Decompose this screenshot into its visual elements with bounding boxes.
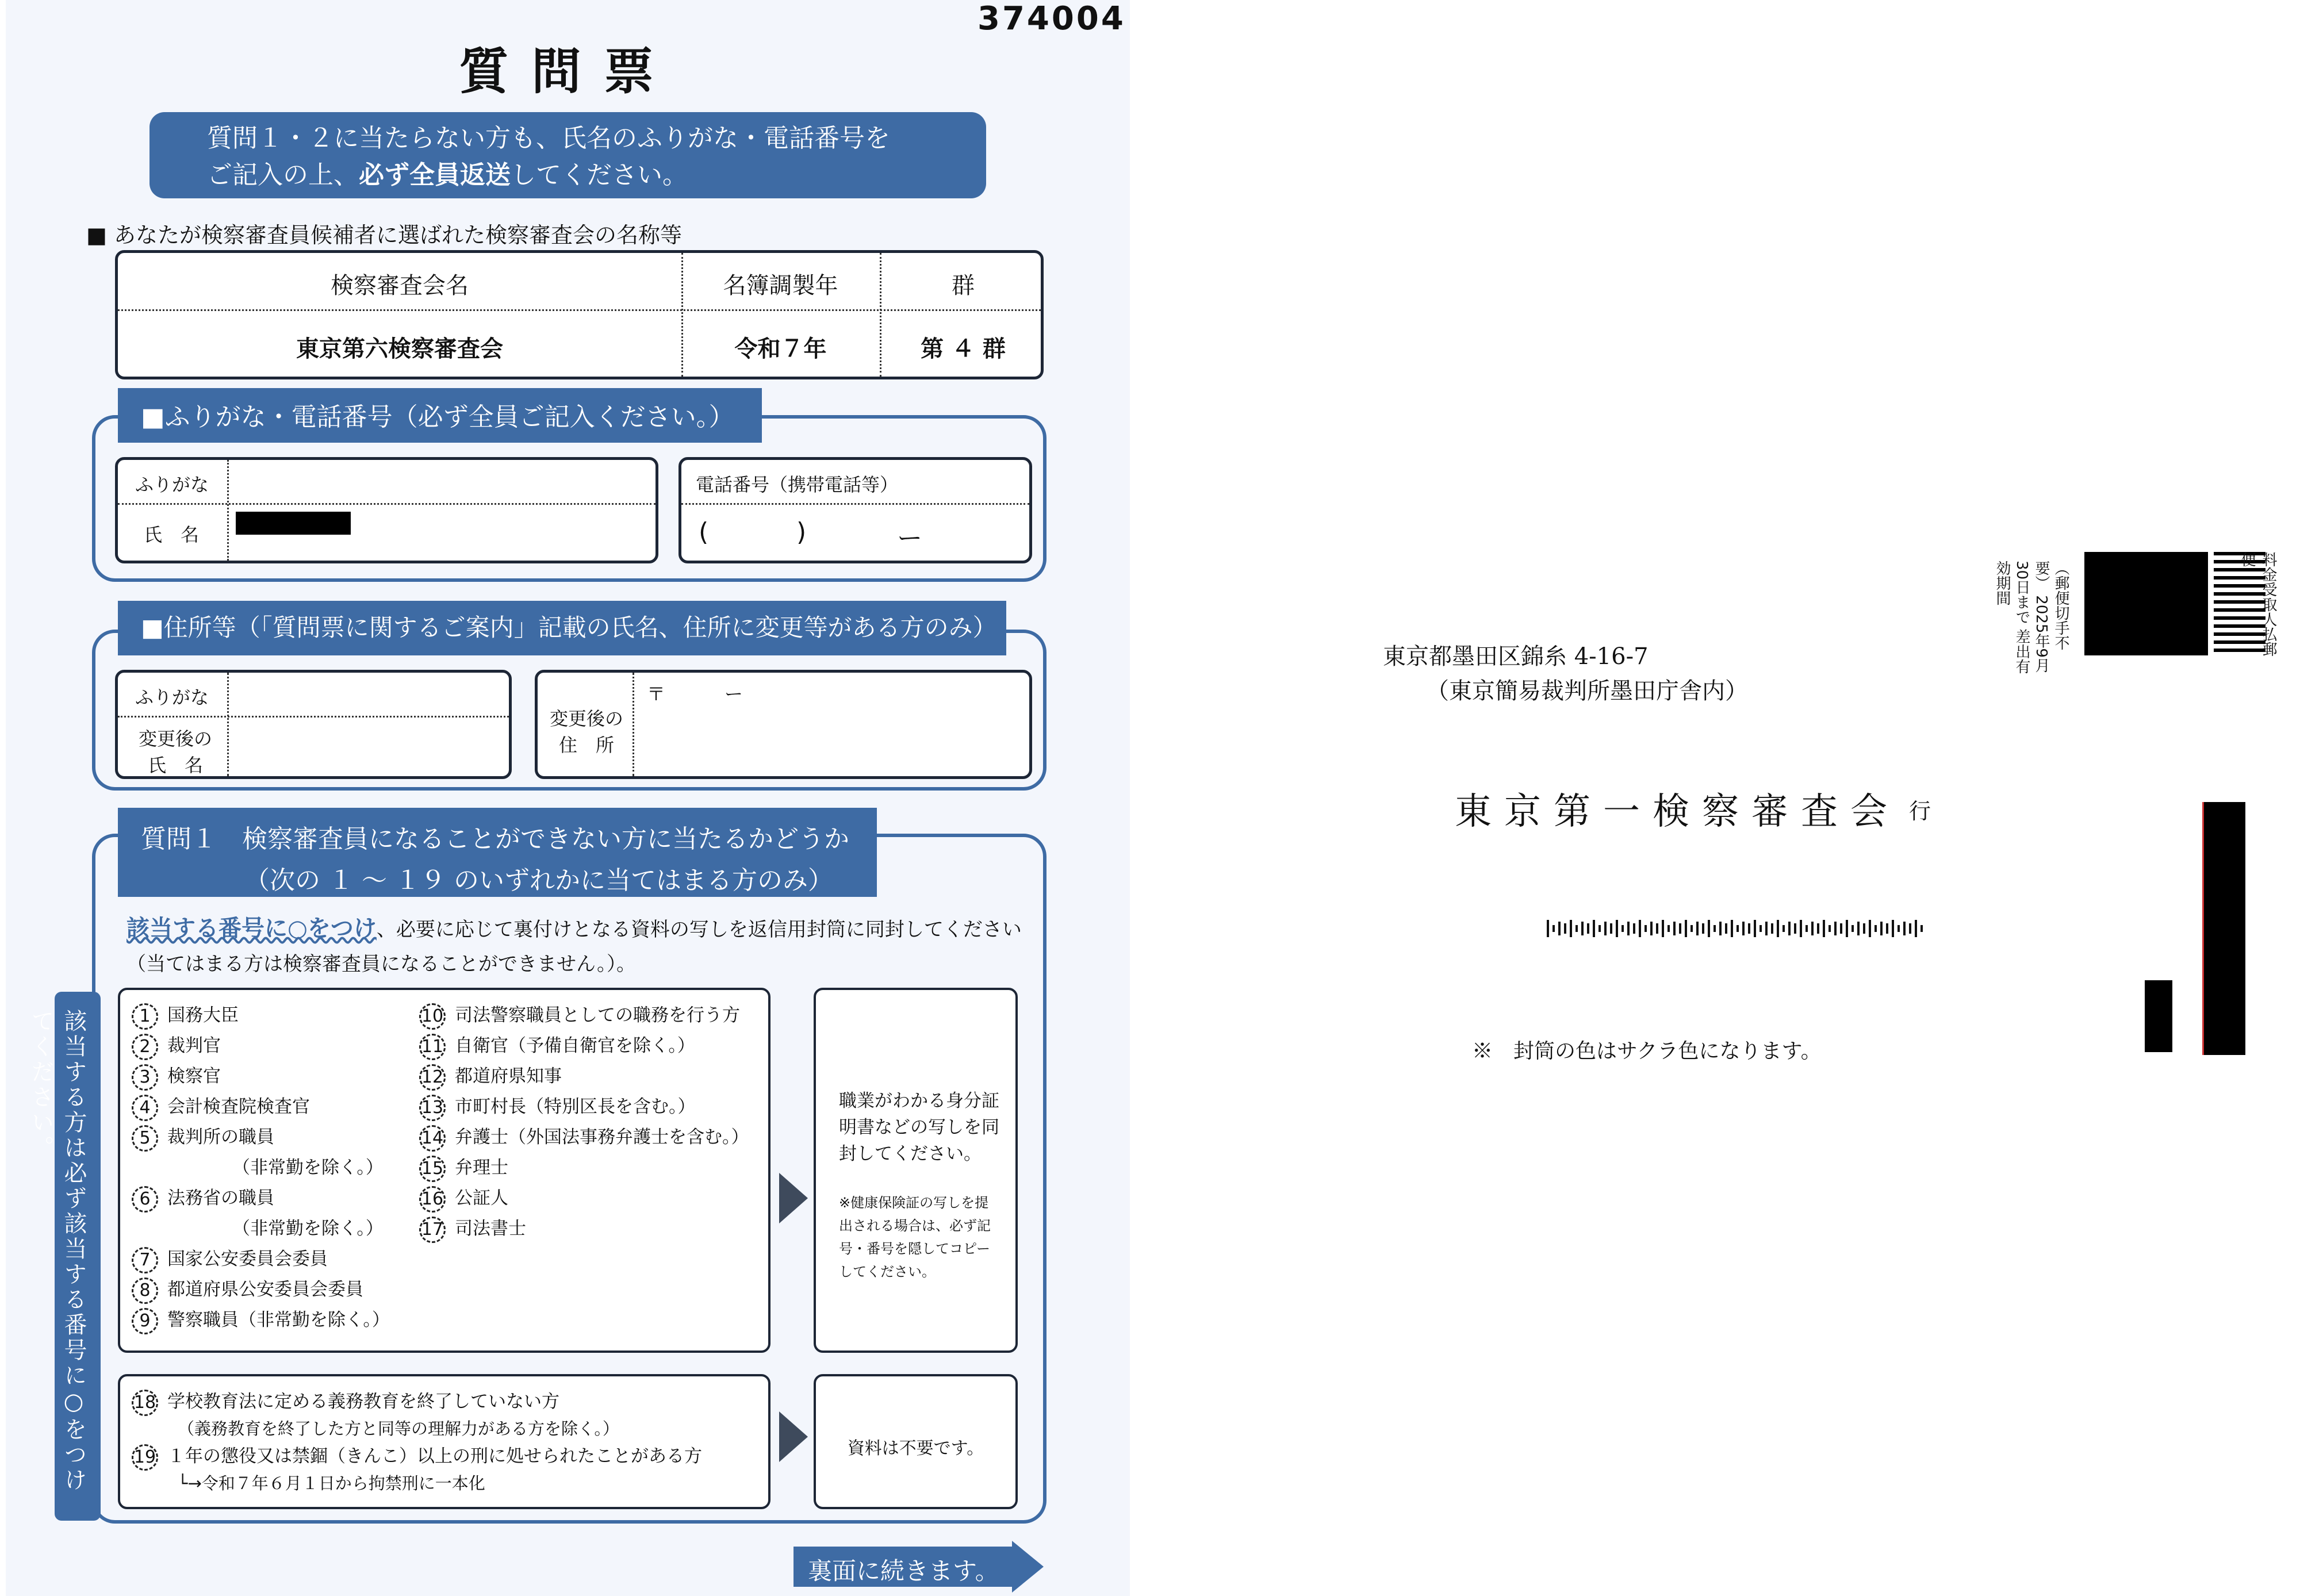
barcode-bar <box>1869 920 1871 937</box>
changed-name-box[interactable] <box>115 670 512 779</box>
envelope-recipient: 東京第一検察審査会 <box>1455 791 1900 833</box>
item-number[interactable]: 17 <box>419 1217 446 1243</box>
postage-mark-redacted <box>2084 552 2208 655</box>
barcode-bar <box>1662 920 1664 937</box>
list-item[interactable] <box>132 1214 390 1244</box>
barcode-bar <box>1765 922 1768 935</box>
envelope-suffix: 行 <box>1909 799 1931 824</box>
list-item[interactable] <box>419 1183 749 1214</box>
item-number[interactable]: 6 <box>132 1186 158 1213</box>
item-text: 学校教育法に定める義務教育を終了していない方 <box>167 1391 559 1412</box>
questionnaire-form <box>6 0 1130 1596</box>
barcode-bar <box>1788 922 1791 935</box>
item-number[interactable]: 5 <box>132 1125 158 1152</box>
list-item[interactable] <box>132 1441 702 1496</box>
arrow-right-icon-2 <box>779 1411 808 1462</box>
barcode-bar <box>1828 925 1831 932</box>
postage-info <box>1992 561 2071 676</box>
barcode-bar <box>1834 922 1837 935</box>
barcode-bar <box>1558 922 1561 935</box>
barcode-bar <box>1892 920 1894 937</box>
item-text: 公証人 <box>455 1188 508 1208</box>
item-text: 国務大臣 <box>167 1005 239 1026</box>
barcode-bar <box>1759 925 1762 932</box>
phone-paren-close: ) <box>796 517 807 547</box>
item-number[interactable]: 12 <box>419 1064 446 1091</box>
value-roll-year: 令和７年 <box>734 336 827 362</box>
committee-table <box>115 250 1044 379</box>
barcode-bar <box>1656 923 1658 934</box>
item-number[interactable]: 18 <box>132 1390 158 1416</box>
list-item[interactable] <box>132 1244 390 1275</box>
value-group: 第 ４ 群 <box>921 336 1006 362</box>
item-number[interactable]: 4 <box>132 1095 158 1121</box>
list-item[interactable] <box>132 1000 390 1031</box>
header-group: 群 <box>952 273 975 299</box>
item-text: 検察官 <box>167 1066 221 1087</box>
side-note: 該当する方は必ず該当する番号に○をつけてください。 <box>55 992 101 1521</box>
barcode-bar <box>1552 925 1555 932</box>
item-text: １年の懲役又は禁錮（きんこ）以上の刑に処せられたことがある方 <box>167 1446 702 1467</box>
notice-banner <box>150 112 986 198</box>
envelope-color-note: ※ 封筒の色はサクラ色になります。 <box>1472 1039 1822 1063</box>
address-section-tab: ■住所等（「質問票に関するご案内」記載の氏名、住所に変更等がある方のみ） <box>118 601 1006 655</box>
barcode-bar <box>1570 920 1572 937</box>
list-item[interactable] <box>419 1153 749 1183</box>
continue-label: 裏面に続きます。 <box>793 1547 1012 1587</box>
list-item[interactable] <box>132 1387 702 1441</box>
item-text: 司法警察職員としての職務を行う方 <box>455 1005 740 1026</box>
question1-instruction <box>126 911 1023 981</box>
item-text: 都道府県知事 <box>455 1066 562 1087</box>
barcode-bar <box>1840 923 1842 934</box>
barcode-bar <box>1874 925 1877 932</box>
doc-note-box <box>814 988 1018 1353</box>
notice-emphasis: 必ず全員返送 <box>359 160 511 190</box>
notice-line2c: してください。 <box>511 160 688 190</box>
postal-dash: ー <box>724 683 743 705</box>
changed-address-box[interactable] <box>535 670 1032 779</box>
postage-title: 料金受取人払郵便 <box>2238 552 2277 657</box>
item-text: 会計検査院検査官 <box>167 1096 310 1117</box>
item-text: （非常勤を除く。） <box>232 1218 384 1239</box>
barcode-bar <box>1880 922 1883 935</box>
item-number[interactable]: 3 <box>132 1064 158 1091</box>
barcode-bar <box>1782 925 1785 932</box>
phone-box[interactable] <box>678 457 1032 563</box>
postage-date: 2025年9月30日まで <box>2013 561 2050 673</box>
barcode-bar <box>1920 925 1923 932</box>
item-number[interactable]: 9 <box>132 1308 158 1334</box>
instruction-rest: 、必要に応じて裏付けとなる資料の写しを返信用封筒に同封してください（当てはまる方は検察審査員になることができません。）。 <box>126 918 1022 976</box>
barcode-bar <box>1777 920 1779 937</box>
items-bottom-box <box>118 1374 770 1509</box>
barcode-bar <box>1903 922 1906 935</box>
barcode-bar <box>1909 923 1911 934</box>
item-text: 弁護士（外国法事務弁護士を含む。） <box>455 1127 749 1148</box>
item-number[interactable]: 14 <box>419 1125 446 1152</box>
items-box <box>118 988 770 1353</box>
barcode-bar <box>1811 922 1814 935</box>
barcode-bar <box>1679 923 1681 934</box>
barcode-bar <box>1863 923 1865 934</box>
postage-period: 差出有効期間 <box>1994 561 2030 674</box>
item-number[interactable]: 15 <box>419 1156 446 1182</box>
serial-number: 374004 <box>977 0 1126 37</box>
barcode-bar <box>1696 922 1699 935</box>
value-committee-name: 東京第六検察審査会 <box>296 336 503 362</box>
item-text: 弁理士 <box>455 1157 508 1178</box>
barcode-bar <box>1805 925 1808 932</box>
barcode-bar <box>1823 920 1825 937</box>
barcode-bar <box>1742 922 1745 935</box>
no-doc-note: 資料は不要です。 <box>847 1438 984 1459</box>
item-text: （非常勤を除く。） <box>232 1157 384 1178</box>
barcode-bar <box>1897 925 1900 932</box>
redacted-block-tall <box>2202 802 2245 1055</box>
redacted-name <box>236 512 351 535</box>
list-item[interactable] <box>132 1092 390 1122</box>
name-box[interactable] <box>115 457 658 563</box>
list-item[interactable] <box>419 1061 749 1092</box>
barcode-bar <box>1564 923 1566 934</box>
no-doc-box <box>814 1374 1018 1509</box>
notice-line2 <box>207 157 986 194</box>
barcode-bar <box>1650 922 1653 935</box>
instruction-lead: 該当する番号に○をつけ <box>126 915 377 942</box>
item-number[interactable]: 7 <box>132 1247 158 1273</box>
item-text: 国家公安委員会委員 <box>167 1249 328 1269</box>
item-text: 警察職員（非常勤を除く。） <box>167 1310 390 1330</box>
changed-address-label: 変更後の 住 所 <box>549 708 623 756</box>
barcode-bar <box>1754 920 1756 937</box>
barcode-bar <box>1644 925 1647 932</box>
notice-line1: 質問１・２に当たらない方も、氏名のふりがな・電話番号を <box>207 124 890 153</box>
barcode-bar <box>1857 922 1860 935</box>
item-number[interactable]: 19 <box>132 1444 158 1471</box>
continue-arrow-icon <box>1012 1541 1044 1593</box>
arrow-right-icon <box>779 1173 808 1223</box>
barcode-bar <box>1794 923 1796 934</box>
list-item[interactable] <box>419 1031 749 1061</box>
barcode-bar <box>1846 920 1848 937</box>
barcode-bar <box>1587 923 1589 934</box>
furigana-label: ふりがな <box>135 474 209 496</box>
barcode-bar <box>1713 925 1716 932</box>
address-furigana-label: ふりがな <box>135 686 209 708</box>
header-committee-name: 検察審査会名 <box>331 273 469 299</box>
list-item[interactable] <box>132 1061 390 1092</box>
barcode-bar <box>1633 923 1635 934</box>
barcode-bar <box>1627 922 1630 935</box>
doc-note: 職業がわかる身分証明書などの写しを同封してください。 <box>839 1091 999 1164</box>
barcode-bar <box>1886 923 1888 934</box>
item-text: 司法書士 <box>455 1218 526 1239</box>
barcode-bar <box>1690 925 1693 932</box>
barcode-bar <box>1604 922 1607 935</box>
envelope-address-line2: （東京簡易裁判所墨田庁舎内） <box>1426 678 1748 704</box>
item-number[interactable]: 13 <box>419 1095 446 1121</box>
notice-line2a: ご記入の上、 <box>207 160 359 190</box>
changed-name-label: 変更後の 氏 名 <box>138 728 212 776</box>
phone-section-tab: ■ふりがな・電話番号（必ず全員ご記入ください。） <box>118 388 762 443</box>
list-item[interactable] <box>132 1031 390 1061</box>
redacted-block-small <box>2145 980 2172 1052</box>
barcode-bar <box>1851 925 1854 932</box>
list-item[interactable] <box>132 1275 390 1305</box>
envelope-address-line1: 東京都墨田区錦糸 4-16-7 <box>1383 643 1649 670</box>
list-item[interactable] <box>419 1092 749 1122</box>
barcode-bar <box>1817 923 1819 934</box>
item-text: 法務省の職員 <box>167 1188 274 1208</box>
phone-paren-open: ( <box>699 517 709 547</box>
items-bottom-list <box>132 1387 702 1496</box>
barcode-bar <box>1685 920 1687 937</box>
item-text: 都道府県公安委員会委員 <box>167 1279 363 1300</box>
form-title: 質問票 <box>459 43 677 101</box>
barcode-bar <box>1708 920 1710 937</box>
item-text: 裁判所の職員 <box>167 1127 274 1148</box>
item-subtext: └→令和７年６月１日から拘禁刑に一本化 <box>178 1473 485 1493</box>
list-item[interactable] <box>419 1214 749 1244</box>
item-number[interactable]: 16 <box>419 1186 446 1213</box>
barcode-bar <box>1547 920 1549 937</box>
question1-title: 質問１ 検察審査員になることができない方に当たるかどうか <box>141 824 849 854</box>
barcode-bar <box>1725 923 1727 934</box>
barcode-bar <box>1581 922 1584 935</box>
phone-label: 電話番号（携帯電話等） <box>696 474 899 496</box>
item-text: 裁判官 <box>167 1035 221 1056</box>
header-roll-year: 名簿調製年 <box>723 273 838 299</box>
postal-barcode <box>1547 917 1926 940</box>
item-number[interactable]: 11 <box>419 1034 446 1060</box>
item-number[interactable]: 1 <box>132 1003 158 1030</box>
barcode-bar <box>1667 925 1670 932</box>
committee-heading: ■ あなたが検察審査員候補者に選ばれた検察審査会の名称等 <box>86 222 682 248</box>
phone-dash: ー <box>897 524 922 553</box>
barcode-bar <box>1616 920 1618 937</box>
barcode-bar <box>1610 923 1612 934</box>
question1-subtitle: （次の １ ～ １９ のいずれかに当てはまる方のみ） <box>244 866 833 895</box>
item-number[interactable]: 10 <box>419 1003 446 1030</box>
question1-tab <box>118 808 877 897</box>
item-text: 市町村長（特別区長を含む。） <box>455 1096 696 1117</box>
barcode-bar <box>1593 920 1595 937</box>
item-subtext: （義務教育を終了した方と同等の理解力がある方を除く。） <box>178 1418 619 1438</box>
barcode-bar <box>1673 922 1676 935</box>
barcode-bar <box>1915 920 1917 937</box>
barcode-bar <box>1731 920 1733 937</box>
barcode-bar <box>1748 923 1750 934</box>
items-left-column <box>132 1000 390 1336</box>
barcode-bar <box>1736 925 1739 932</box>
barcode-bar <box>1575 925 1578 932</box>
list-item[interactable] <box>132 1305 390 1336</box>
barcode-bar <box>1639 920 1641 937</box>
list-item[interactable] <box>132 1122 390 1153</box>
barcode-bar <box>1621 925 1624 932</box>
barcode-bar <box>1702 923 1704 934</box>
barcode-bar <box>1719 922 1722 935</box>
item-number[interactable]: 8 <box>132 1277 158 1304</box>
barcode-bar <box>1771 923 1773 934</box>
barcode-bar <box>1800 920 1802 937</box>
items-right-column <box>419 1000 749 1244</box>
doc-subnote: ※健康保険証の写しを提出される場合は、必ず記号・番号を隠してコピーしてください。 <box>839 1195 991 1280</box>
list-item[interactable] <box>419 1122 749 1153</box>
item-text: 自衛官（予備自衛官を除く。） <box>455 1035 695 1056</box>
list-item[interactable] <box>132 1183 390 1214</box>
postage-note: （郵便切手不要） <box>2033 561 2069 650</box>
list-item[interactable] <box>419 1000 749 1031</box>
item-number[interactable]: 2 <box>132 1034 158 1060</box>
barcode-bar <box>1598 925 1601 932</box>
name-label: 氏 名 <box>144 524 200 546</box>
postal-mark: 〒 <box>647 683 666 705</box>
list-item[interactable] <box>132 1153 390 1183</box>
